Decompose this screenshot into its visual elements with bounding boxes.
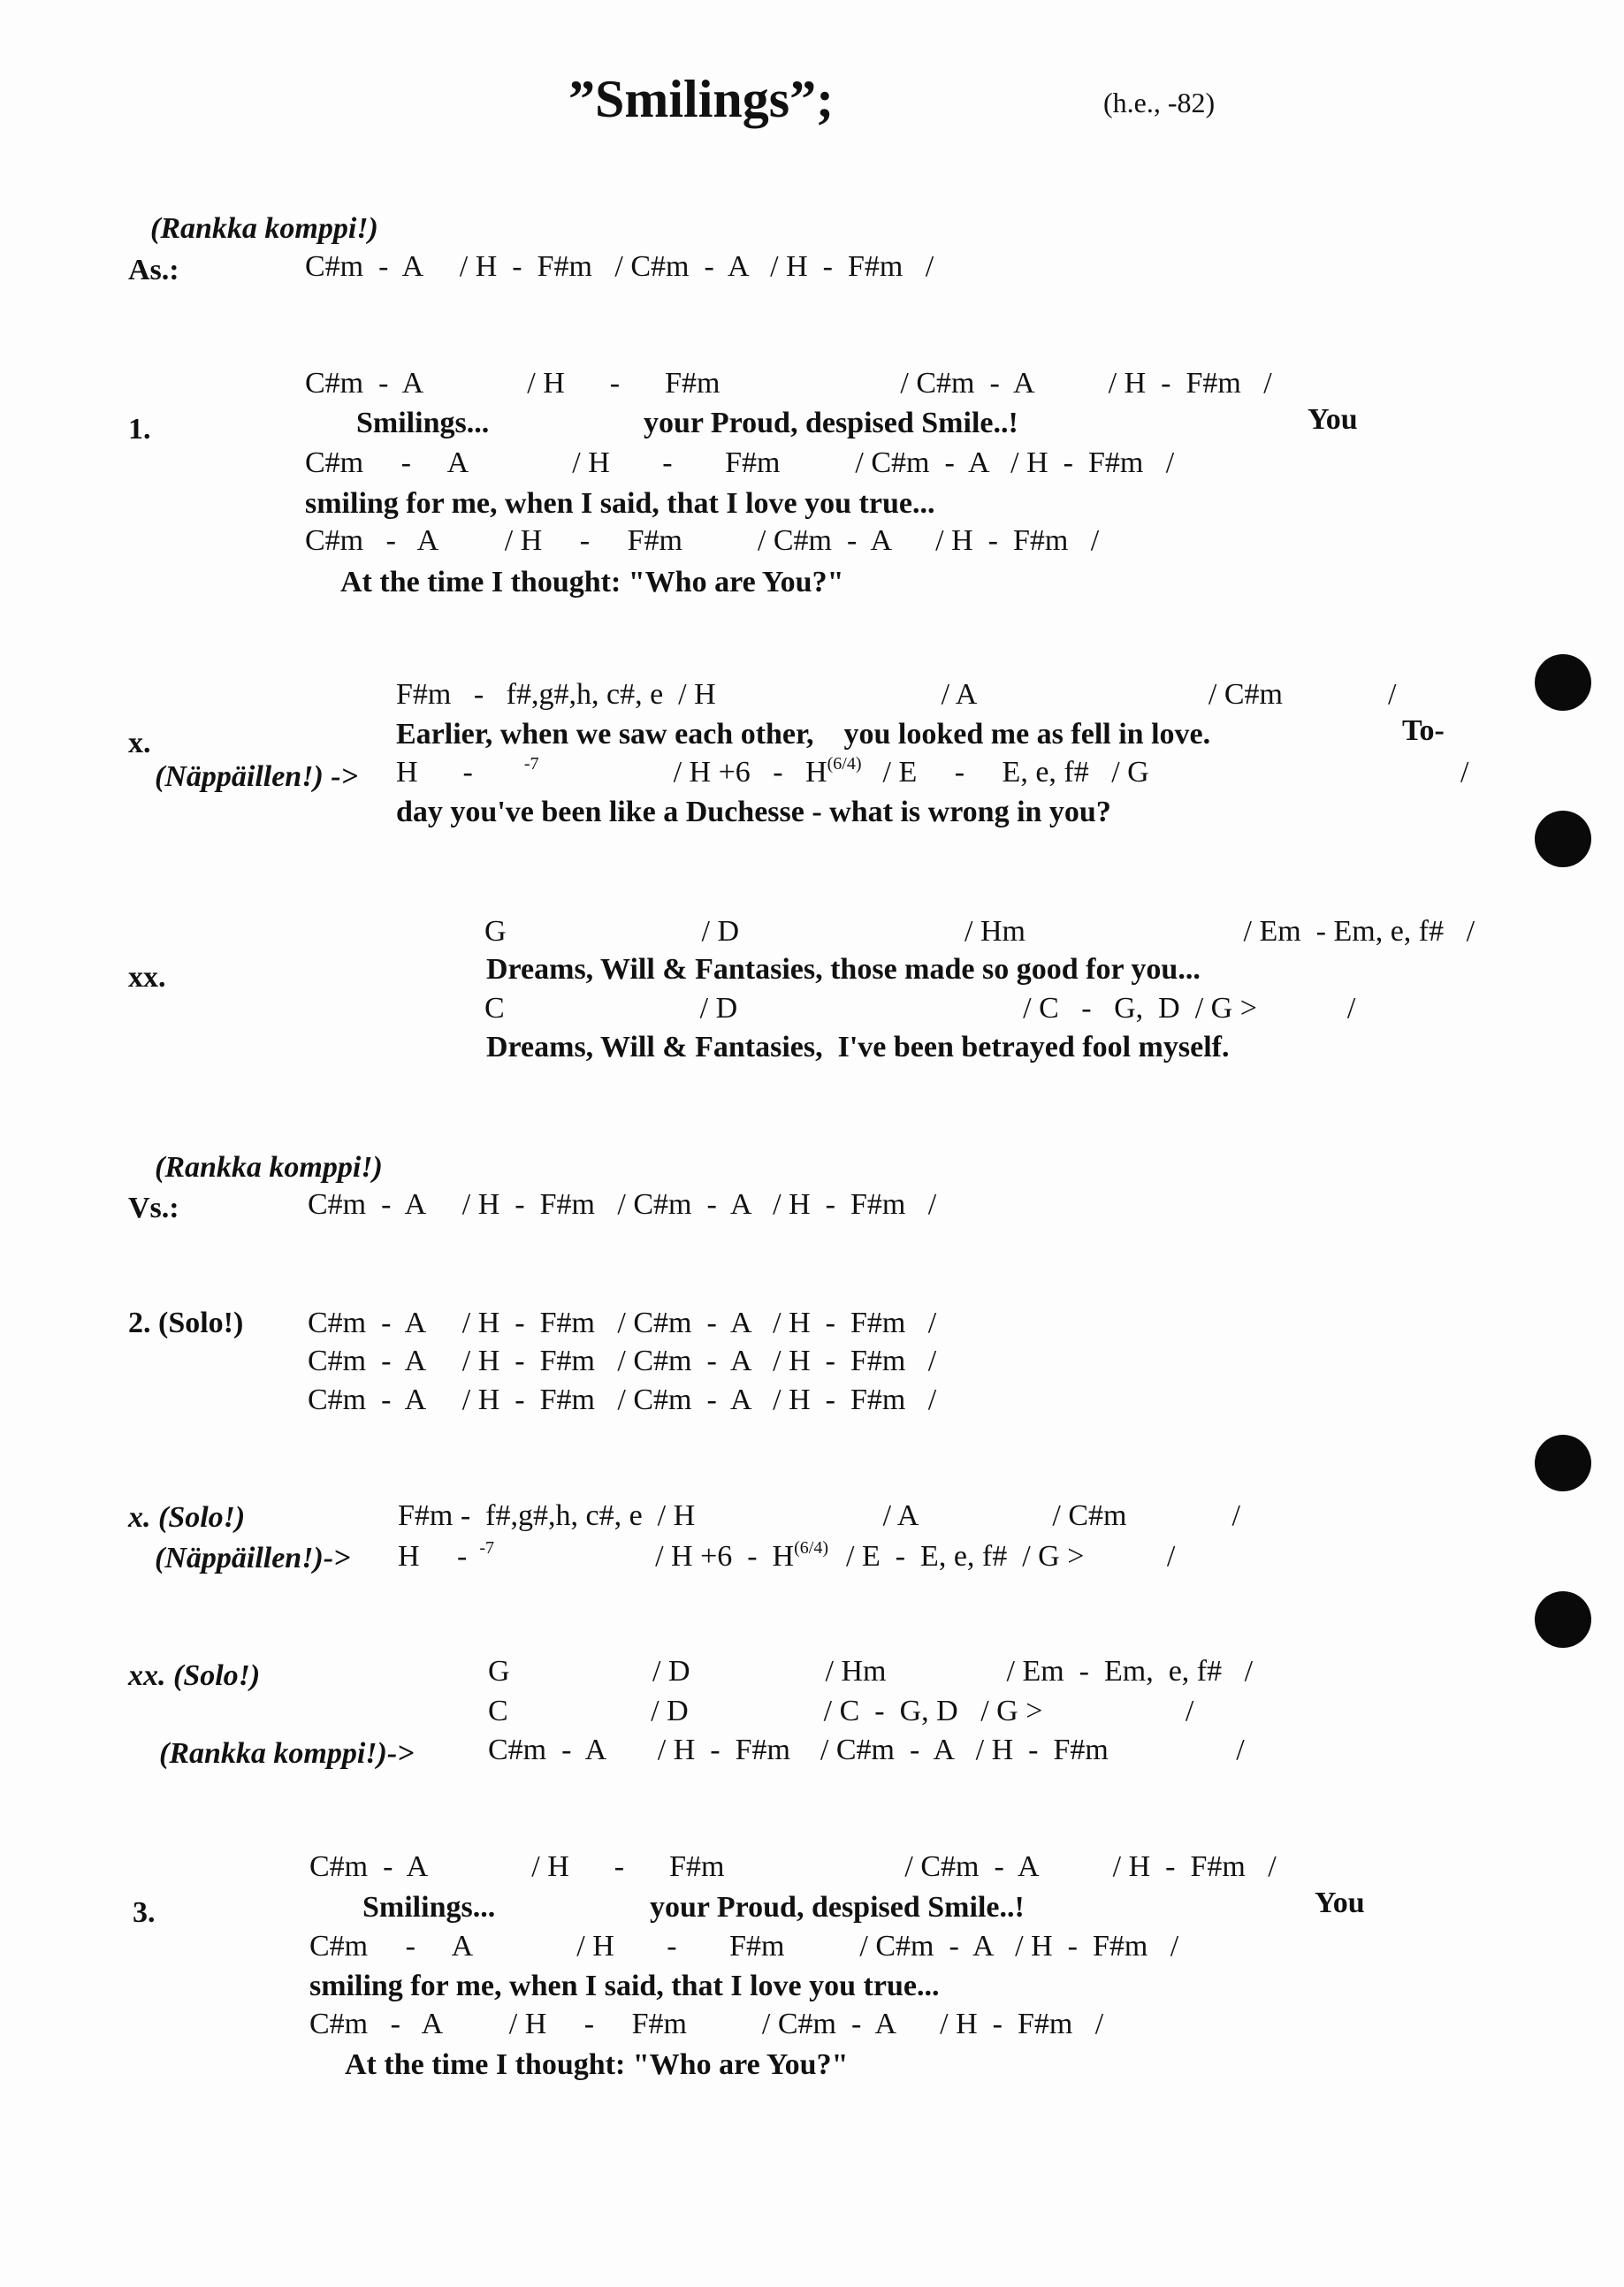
chord-part: / E - E, e, f# / G > / (846, 1540, 1176, 1573)
verse3-chords-1: C#m - A / H - F#m / C#m - A / H - F#m / (309, 1850, 1277, 1883)
verse1-lyric-1c: You (1308, 403, 1358, 436)
bridge1-chords-1: F#m - f#,g#,h, c#, e / H / A / C#m / (396, 678, 1397, 711)
punch-hole (1535, 1435, 1591, 1491)
verse1-chords-1: C#m - A / H - F#m / C#m - A / H - F#m / (305, 367, 1272, 400)
bridge1-note: (Näppäillen!) -> (155, 760, 358, 793)
verse1-chords-2: C#m - A / H - F#m / C#m - A / H - F#m / (305, 446, 1175, 479)
bridge1-lyric-1: Earlier, when we saw each other, you looked me as fell in love. (396, 718, 1211, 751)
solo-label (128, 1307, 243, 1340)
verse3-label: 3. (133, 1896, 156, 1929)
chorus2-note: (Rankka komppi!)-> (159, 1737, 415, 1770)
punch-hole (1535, 654, 1591, 711)
solo-chords-3: C#m - A / H - F#m / C#m - A / H - F#m / (308, 1384, 937, 1416)
punch-hole (1535, 811, 1591, 867)
chorus2-label: xx. (Solo!) (128, 1659, 261, 1692)
verse1-chords-3: C#m - A / H - F#m / C#m - A / H - F#m / (305, 524, 1100, 557)
bridge1-lyric-1-end: To- (1402, 714, 1445, 747)
verse1-lyric-3: At the time I thought: "Who are You?" (340, 566, 844, 598)
interlude-chords: C#m - A / H - F#m / C#m - A / H - F#m / (308, 1188, 937, 1221)
verse1-label: 1. (128, 413, 151, 446)
solo-label-text: 2. (Solo!) (128, 1307, 244, 1339)
chord-part: / H +6 - H (655, 1540, 795, 1573)
chorus1-chords-2: C / D / C - G, D / G > / (484, 992, 1356, 1025)
chord-superscript: (6/4) (827, 754, 862, 774)
chorus1-chords-1: G / D / Hm / Em - Em, e, f# / (484, 915, 1475, 948)
intro-chords: C#m - A / H - F#m / C#m - A / H - F#m / (305, 250, 934, 283)
solo-chords-1: C#m - A / H - F#m / C#m - A / H - F#m / (308, 1307, 937, 1339)
chorus1-lyric-2: Dreams, Will & Fantasies, I've been betrayed fool myself. (486, 1031, 1230, 1063)
chord-part: H - (398, 1540, 468, 1573)
bridge1-lyric-2: day you've been like a Duchesse - what is wrong in you? (396, 796, 1111, 828)
intro-label: As.: (128, 254, 179, 286)
chord-superscript: (6/4) (794, 1538, 829, 1558)
verse3-lyric-2: smiling for me, when I said, that I love you true... (309, 1970, 940, 2002)
chord-part: H - (396, 756, 473, 789)
chord-superscript: -7 (523, 754, 539, 774)
punch-hole (1535, 1591, 1591, 1648)
bridge1-chords-2 (396, 756, 1149, 789)
verse3-chords-2: C#m - A / H - F#m / C#m - A / H - F#m / (309, 1930, 1179, 1963)
bridge2-chords-2 (398, 1540, 1175, 1574)
song-title: ”Smilings”; (568, 70, 835, 128)
bridge2-label: x. (Solo!) (128, 1501, 246, 1534)
verse3-lyric-1c: You (1315, 1887, 1365, 1919)
chord-superscript: -7 (479, 1538, 495, 1558)
bridge1-chords-2-end: / (1460, 756, 1469, 789)
interlude-note: (Rankka komppi!) (155, 1151, 383, 1184)
intro-note: (Rankka komppi!) (150, 212, 378, 245)
verse1-lyric-1b: your Proud, despised Smile..! (644, 407, 1018, 439)
verse1-lyric-2: smiling for me, when I said, that I love you true... (305, 487, 935, 520)
verse3-chords-3: C#m - A / H - F#m / C#m - A / H - F#m / (309, 2008, 1104, 2040)
chorus2-chords-2: C / D / C - G, D / G > / (488, 1695, 1194, 1727)
author-year: (h.e., -82) (1103, 87, 1216, 118)
chord-part: / H +6 - H (673, 756, 827, 789)
chord-part: / E - E, e, f# / G (882, 756, 1149, 789)
verse3-lyric-3: At the time I thought: "Who are You?" (345, 2048, 849, 2081)
chorus2-chords-1: G / D / Hm / Em - Em, e, f# / (488, 1655, 1254, 1688)
bridge2-note: (Näppäillen!)-> (155, 1542, 351, 1574)
verse1-lyric-1a: Smilings... (356, 407, 490, 439)
interlude-label: Vs.: (128, 1192, 179, 1224)
verse3-lyric-1a: Smilings... (362, 1891, 496, 1924)
verse3-lyric-1b: your Proud, despised Smile..! (650, 1891, 1025, 1924)
chorus2-chords-3: C#m - A / H - F#m / C#m - A / H - F#m / (488, 1734, 1245, 1766)
bridge2-chords-1: F#m - f#,g#,h, c#, e / H / A / C#m / (398, 1499, 1240, 1532)
bridge1-label: x. (128, 727, 151, 759)
chorus1-lyric-1: Dreams, Will & Fantasies, those made so good for you... (486, 953, 1201, 986)
solo-chords-2: C#m - A / H - F#m / C#m - A / H - F#m / (308, 1345, 937, 1377)
chorus1-label: xx. (128, 961, 166, 994)
